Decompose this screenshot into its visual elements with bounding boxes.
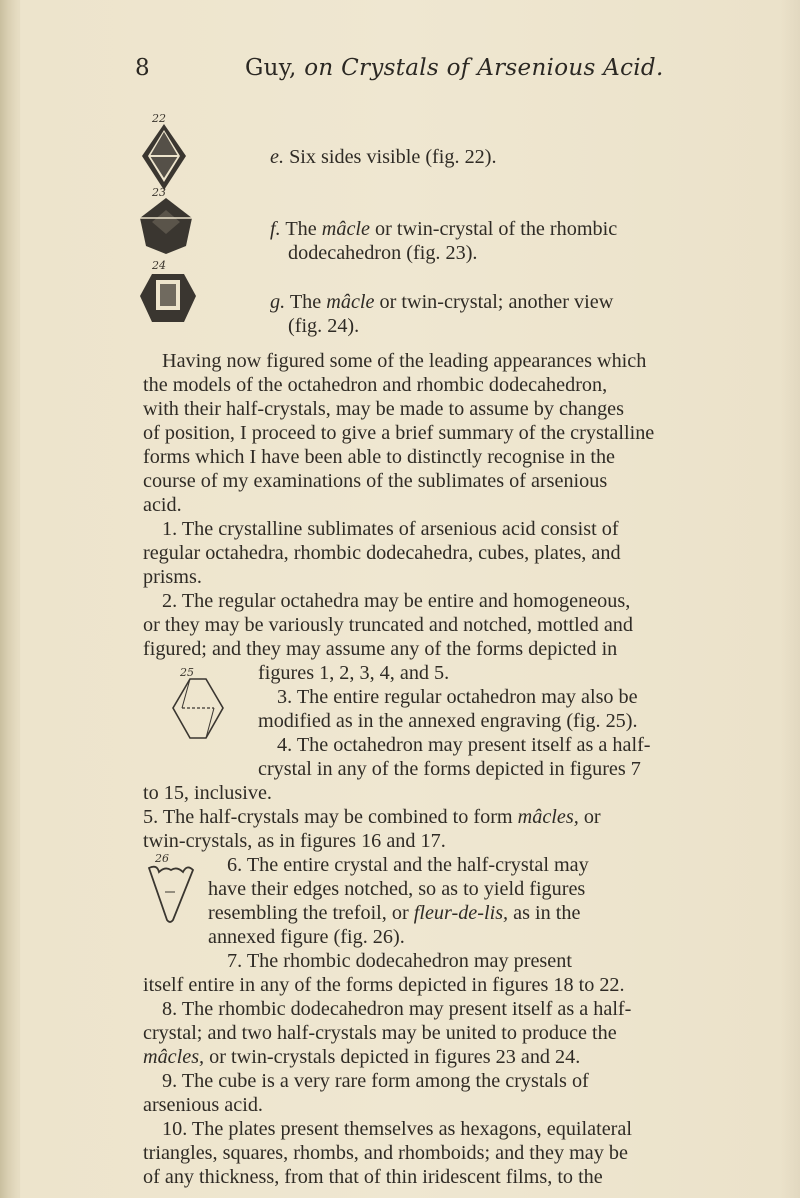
item-g-letter: g.: [270, 291, 286, 313]
item-f-letter: f.: [270, 218, 281, 240]
item-e-text: Six sides visible (fig. 22).: [289, 146, 497, 168]
p4-line-1: 4. The octahedron may present itself as a half-: [277, 734, 651, 756]
p9-line-1: 9. The cube is a very rare form among the crystals of: [162, 1070, 589, 1092]
fig-22-label: 22: [152, 112, 166, 125]
p5-pre: 5. The half-crystals may be combined to form: [143, 806, 513, 828]
p6-line-2: have their edges notched, so as to yield figures: [208, 878, 586, 900]
modified-octahedron-icon: [170, 676, 226, 742]
p2-line-2: or they may be variously truncated and notched, mottled and: [143, 614, 633, 636]
p2-line-3: figured; and they may assume any of the forms depicted in: [143, 638, 618, 660]
item-f-rest: or twin-crystal of the rhombic: [375, 218, 618, 240]
p6-pre: resembling the trefoil, or: [208, 902, 409, 924]
p5-line-2: twin-crystals, as in figures 16 and 17.: [143, 830, 446, 852]
p3-line-1: 3. The entire regular octahedron may also be: [277, 686, 638, 708]
item-e: [270, 146, 497, 169]
intro-line-1: Having now figured some of the leading appearances which: [162, 350, 647, 372]
intro-line-3: with their half-crystals, may be made to assume by changes: [143, 398, 624, 420]
binding-edge: [0, 0, 20, 1198]
p10-line-2: triangles, squares, rhombs, and rhomboids; and they may be: [143, 1142, 628, 1164]
intro-line-5: forms which I have been able to distinctly recognise in the: [143, 446, 616, 468]
item-g-line2: (fig. 24).: [288, 315, 360, 337]
p10-line-3: of any thickness, from that of thin iridescent films, to the: [143, 1166, 603, 1188]
p6-line-4: annexed figure (fig. 26).: [208, 926, 405, 948]
item-g-term: mâcle: [326, 291, 375, 313]
p1-line-2: regular octahedra, rhombic dodecahedra, cubes, plates, and: [143, 542, 621, 564]
p6-line-1: 6. The entire crystal and the half-crystal may: [227, 854, 589, 876]
page-number: 8: [135, 55, 150, 81]
item-f-line2: dodecahedron (fig. 23).: [288, 242, 478, 264]
p4-line-2: crystal in any of the forms depicted in figures 7: [258, 758, 641, 780]
p8-line-3: [143, 1046, 580, 1069]
item-f-term: mâcle: [321, 218, 370, 240]
book-title: on Crystals of Arsenious Acid.: [304, 55, 664, 81]
fig-25-label: 25: [180, 666, 194, 679]
p5-line-1: [143, 806, 601, 829]
p8-term: mâcles,: [143, 1046, 205, 1068]
running-title: [245, 55, 664, 81]
rhombic-dodecahedron-macle-icon: [138, 196, 194, 256]
p8-line-1: 8. The rhombic dodecahedron may present itself as a half-: [162, 998, 632, 1020]
intro-line-2: the models of the octahedron and rhombic dodecahedron,: [143, 374, 608, 396]
octahedron-figure-icon: [140, 122, 188, 192]
p6-line-3: [208, 902, 580, 925]
p10-line-1: 10. The plates present themselves as hexagons, equilateral: [162, 1118, 632, 1140]
item-g-line1: [270, 291, 613, 314]
p2-line-1: 2. The regular octahedra may be entire and homogeneous,: [162, 590, 631, 612]
p1-line-3: prisms.: [143, 566, 202, 588]
p2-line-4: figures 1, 2, 3, 4, and 5.: [258, 662, 450, 684]
item-g-pre: The: [289, 291, 322, 313]
item-e-letter: e.: [270, 146, 285, 168]
p1-line-1: 1. The crystalline sublimates of arsenious acid consist of: [162, 518, 619, 540]
p8-post: or twin-crystals depicted in figures 23 and 24.: [209, 1046, 581, 1068]
fig-26-label: 26: [155, 852, 169, 865]
intro-line-4: of position, I proceed to give a brief summary of the crystalline: [143, 422, 655, 444]
p5-post: or: [583, 806, 601, 828]
p6-post: as in the: [513, 902, 581, 924]
p4-line-3: to 15, inclusive.: [143, 782, 272, 804]
author-name: Guy,: [245, 55, 297, 81]
fig-23-label: 23: [152, 186, 166, 199]
p7-line-2: itself entire in any of the forms depicted in figures 18 to 22.: [143, 974, 625, 996]
p6-term: fleur-de-lis,: [413, 902, 509, 924]
p7-line-1: 7. The rhombic dodecahedron may present: [227, 950, 572, 972]
fig-24-label: 24: [152, 259, 166, 272]
item-f-pre: The: [285, 218, 317, 240]
macle-other-view-icon: [138, 270, 198, 326]
item-g-rest: or twin-crystal; another view: [379, 291, 614, 313]
intro-line-6: course of my examinations of the sublimates of arsenious: [143, 470, 608, 492]
trefoil-figure-icon: [145, 862, 195, 926]
item-f-line1: [270, 218, 617, 241]
p8-line-2: crystal; and two half-crystals may be united to produce the: [143, 1022, 617, 1044]
p5-term: mâcles,: [517, 806, 579, 828]
intro-line-7: acid.: [143, 494, 182, 516]
p3-line-2: modified as in the annexed engraving (fig. 25).: [258, 710, 638, 732]
p9-line-2: arsenious acid.: [143, 1094, 263, 1116]
